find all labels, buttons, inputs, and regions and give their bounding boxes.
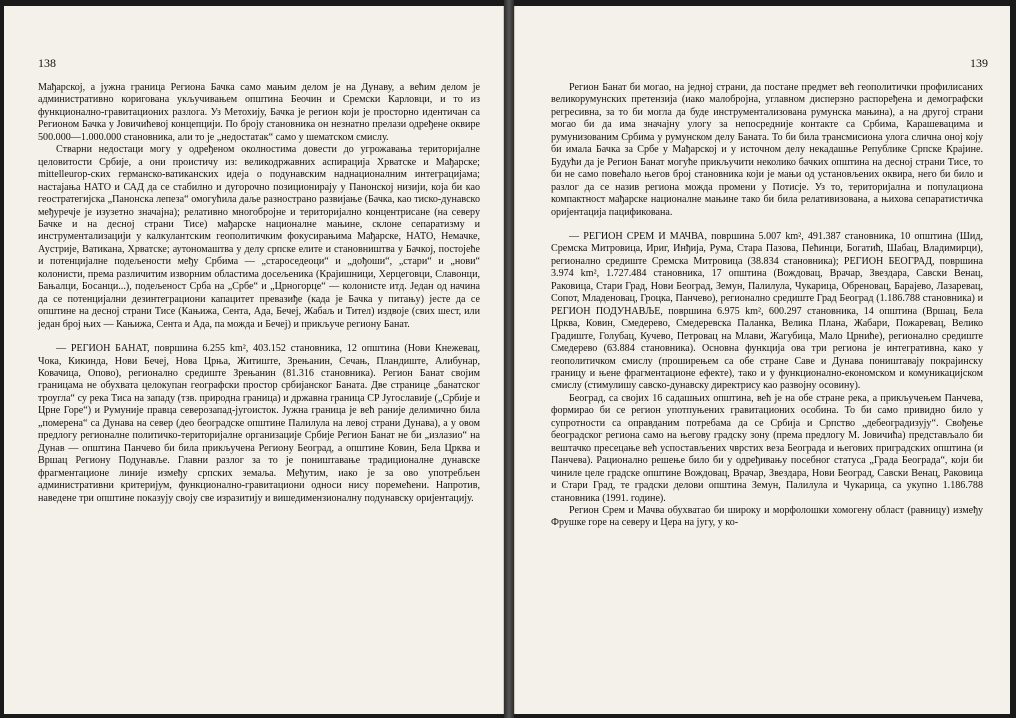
right-page [514, 6, 1010, 714]
left-page [4, 6, 504, 714]
right-page-text [551, 82, 983, 530]
right-page-number: 139 [970, 56, 988, 70]
paragraph: Регион Банат би могао, на једној страни, да постане предмет већ геополитички профилисаних великорумунских претензија (иако малобројна, углавном дисперзно распоређена и демографски регресивна, за то би могла да буде инструментализована румунска мањина), а на другој страни могао би да има значајну улогу за непосредније контакте са Србима, Карашевацима и румунизованим Србима у румунском делу Баната. То би била трансмисиона улога слична оној коју би имала Бачка за Србе у Мађарској и у источном делу некадашње Републике Српске Крајине. Будући да је Регион Банат могуће прикључити неколико бачких општина на десној страни Тисе, то би не само повећало његов број становника који је мањи од установљених оквира, него би било и разлог да се назив региона можда промени у Потисје. Уз то, територијална и популациона компактност мађарске националне мањине тако би била релативизована, а њихова сепаратистичка оријентација пацификована. [551, 82, 983, 218]
paragraph: Стварни недостаци могу у одређеном околностима довести до угрожавања територијалне целовитости Србије, а они проистичу из: великодржавних аспирација Хрватске и Мађарске; mittelleurop-ских германско-ватиканских идеја о подунавским наднационалним интеграцијама; настајања НАТО и САД да се стабилно и дугорочно позиционирају у Панонској низији, која би као геостратегијска „Панонска лепеза“ омогућила даље разнострано развијање (Бачка, као тиско-дунавско међуречје је изузетно значајна); релативно многобројне и територијално концентрисане (на северу Бачке и на десној страни Тисе) мађарске националне мањине, склоне сепаратизму и инструментализацији у калкулантским геополитичким фокусирањима Мађарске, НАТО, Немачке, Аустрије, Ватикана, Хрватске; аутономаштва у делу српске елите и становништва у Бачкој, постојеће и потенцијалне подељености међу Србима — „староседеоци“ и „дођоши“, „стари“ и „нови“ колонисти, према различитим изворним областима досељеника (Крајишници, Херцеговци, Славонци, Бањалци, Босанци...), подељеност Срба на „Србе“ и „Црногорце“ — колонисте итд. Један од начина да се потенцијални дезинтеграциони капацитет превазиђе (када је Бачка у питању) јесте да се општине на десној страни Тисе (Кањижа, Сента, Ада, Бечеј, Жабаљ и Тител) издвоје (свих шест, или један број њих — Кањижа, Сента и Ада, па можда и Бечеј) и прикључе региону Банат. [38, 144, 480, 330]
book-gutter [504, 0, 514, 718]
left-page-text [38, 82, 480, 505]
paragraph: Београд, са својих 16 садашњих општина, већ је на обе стране река, а прикључењем Панчева, формирао би се регион употпуњених гравитационих особина. То би само привидно било у супротности са оправданим потребама да се Србија и Српство „дебеоградизују“. Свођење београдског региона само на његову градску зону (према предлогу М. Јовичића) представљало би вештачко пресецање већ успостављених чврстих веза Београда и његових приградских општина (и Панчева). Рационално решење било би у одређивању посебног статуса „Града Београда“, који би чиниле целе градске општине Вождовац, Врачар, Звездара, Нови Београд, Савски Венац, Раковица и Стари Град, те градски делови општина Земун, Палилула и Чукарица, са укупно 1.186.788 становника (1991. године). [551, 392, 983, 504]
paragraph: — РЕГИОН СРЕМ И МАЧВА, површина 5.007 km², 491.387 становника, 10 општина (Шид, Сремска Митровица, Ириг, Инђија, Рума, Стара Пазова, Пећинци, Богатић, Шабац, Владимирци), регионално средиште Сремска Митровица (38.834 становника); РЕГИОН БЕОГРАД, површина 3.974 km², 1.727.484 становника, 17 општина (Вождовац, Врачар, Звездара, Савски Венац, Раковица, Стари Град, Нови Београд, Земун, Палилула, Чукарица, Обреновац, Барајево, Лазаревац, Сопот, Младеновац, Гроцка, Панчево), регионално средиште Град Београд (1.186.788 становника) и РЕГИОН ПОДУНАВЉЕ, површина 6.975 km², 600.297 становника, 14 општина (Вршац, Бела Црква, Ковин, Смедерево, Смедеревска Паланка, Велика Плана, Жабари, Пожаревац, Велико Градиште, Голубац, Кучево, Петровац на Млави, Жагубица, Мало Црниће), регионално средиште Смедерево (63.884 становника). Основна функција ова три региона је интегративна, како у геополитичком смислу (проширењем са обе стране Саве и Дунава поништавају покрајинску границу и њене фрагментационе ефекте), тако и у функционално-економском и комуникацијском смислу (стимулишу савско-дунавску директрису као развојну осовину). [551, 230, 983, 392]
paragraph: Мађарској, а јужна граница Региона Бачка само мањим делом је на Дунаву, а већим делом је административно коригована укључивањем општина Беочин и Сремски Карловци, и то из функционално-гравитационих разлога. Уз Метохију, Бачка је регион који је просторно идентичан са Регионом Бачка у Јовичићевој концепцији. По броју становника он незнатно прелази одређене оквире 500.000—1.000.000 становника, али то је „недостатак“ само у шематском смислу. [38, 82, 480, 143]
paragraph: Регион Срем и Мачва обухватао би широку и морфолошки хомогену област (равницу) између Фрушке горе на северу и Цера на југу, у ко- [551, 504, 983, 529]
paragraph: — РЕГИОН БАНАТ, површина 6.255 km², 403.152 становника, 12 општина (Нови Кнежевац, Чока, Кикинда, Нови Бечеј, Нова Црња, Житиште, Зрењанин, Сечањ, Пландиште, Алибунар, Ковачица, Опово), регионално средиште Зрењанин (81.316 становника). Регион Банат својим границама не обухвата целокупан географски простор србијанског Баната. Две странице „банатског троугла“ су река Тиса на западу (тзв. природна граница) и државна граница СР Југославије („Србије и Црне Горе“) и Румуније правца северозапад-југоисток. Јужна граница је већ раније делимично била „померена“ са Дунава на север (део београдске општине Палилула на левој страни Дунава), а у овом предлогу регионалне политичко-територијалне организације Србије Регион Банат не би „излазио“ на Дунав — општина Панчево би била прикључена Региону Београд, а општине Ковин, Бела Црква и Вршац Региону Подунавље. Главни разлог за то је поништавање традиционалне дунавске фрагментационе линије између српских земаља. Међутим, иако је за ово употребљен административни критеријум, функционално-гравитациони односи нису поремећени. Напротив, наведене три општине показују своју све изразитију и вишедимензионалну подунавску оријентацију. [38, 343, 480, 504]
left-page-number: 138 [38, 56, 56, 70]
